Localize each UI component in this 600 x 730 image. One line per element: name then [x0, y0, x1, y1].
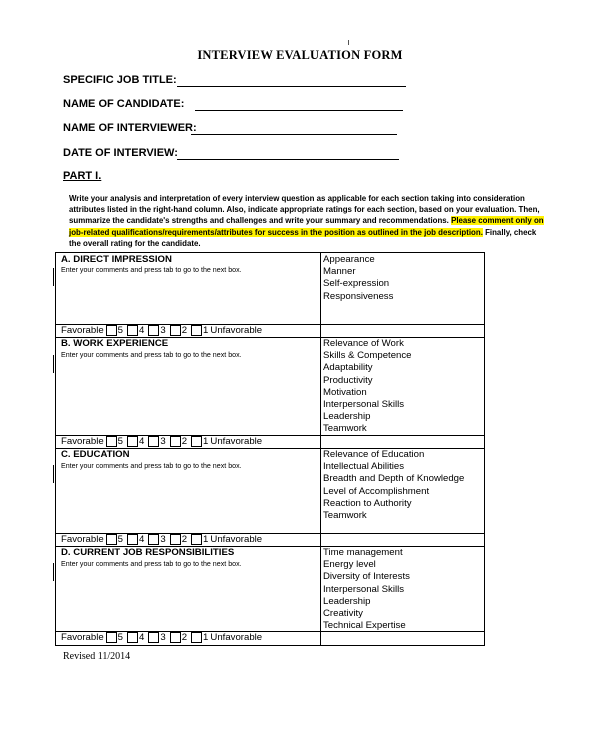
rating-checkbox-3[interactable]: [148, 632, 159, 643]
attribute-item: Motivation: [323, 386, 367, 398]
attribute-item: Breadth and Depth of Knowledge: [323, 473, 465, 485]
interview-date-input-line[interactable]: [177, 159, 399, 160]
rating-value: 1: [203, 534, 209, 545]
interviewer-name-input-line[interactable]: [191, 134, 397, 135]
revision-footer: Revised 11/2014: [63, 651, 131, 662]
unfavorable-label: Unfavorable: [210, 534, 263, 545]
rating-value: 1: [203, 325, 209, 336]
section-b-rating: [61, 436, 262, 447]
section-a-rating: [61, 325, 262, 336]
interviewer-name-field: [63, 122, 197, 134]
rating-checkbox-1[interactable]: [191, 632, 202, 643]
rating-value: 2: [181, 632, 188, 643]
cursor-mark: [348, 40, 349, 45]
attribute-item: Interpersonal Skills: [323, 399, 405, 411]
rating-value: 5: [117, 632, 124, 643]
attribute-item: Teamwork: [323, 423, 367, 435]
rating-value: 5: [117, 325, 124, 336]
rating-checkbox-4[interactable]: [127, 325, 138, 336]
rating-value: 4: [139, 325, 145, 336]
form-title: INTERVIEW EVALUATION FORM: [197, 48, 403, 62]
rating-checkbox-2[interactable]: [170, 632, 181, 643]
margin-mark: [53, 563, 54, 581]
attribute-item: Appearance: [323, 254, 375, 265]
instructions-paragraph: [69, 193, 544, 249]
rating-checkbox-3[interactable]: [148, 534, 159, 545]
rating-value: 1: [203, 632, 209, 643]
favorable-label: Favorable: [61, 436, 104, 447]
margin-mark: [53, 268, 54, 286]
rating-checkbox-5[interactable]: [106, 632, 117, 643]
section-c-attributes: [323, 449, 464, 522]
attribute-item: Level of Accomplishment: [323, 485, 430, 497]
attribute-item: Intellectual Abilities: [323, 461, 405, 473]
section-c-title: C. EDUCATION: [61, 449, 130, 460]
instructions-end: Finally, check the overall rating for the candidate.: [69, 227, 537, 248]
section-a-attributes: [323, 254, 393, 303]
job-title-input-line[interactable]: [177, 86, 406, 87]
rating-value: 2: [181, 325, 188, 336]
attribute-item: Energy level: [323, 559, 376, 571]
rating-value: 2: [181, 436, 188, 447]
job-title-field: [63, 74, 177, 86]
rating-checkbox-4[interactable]: [127, 534, 138, 545]
attribute-item: Responsiveness: [323, 290, 394, 302]
rating-checkbox-1[interactable]: [191, 436, 202, 447]
section-a-title: A. DIRECT IMPRESSION: [61, 254, 172, 265]
section-c-comments[interactable]: Enter your comments and press tab to go to the next box.: [61, 462, 242, 470]
rating-checkbox-5[interactable]: [106, 534, 117, 545]
section-b-attributes: [323, 338, 412, 436]
rating-checkbox-1[interactable]: [191, 325, 202, 336]
rating-value: 4: [139, 534, 145, 545]
attribute-item: Reaction to Authority: [323, 497, 412, 509]
rating-checkbox-3[interactable]: [148, 325, 159, 336]
evaluation-table: [55, 252, 485, 646]
rating-checkbox-4[interactable]: [127, 632, 138, 643]
rating-value: 5: [117, 534, 124, 545]
attribute-item: Leadership: [323, 411, 371, 423]
rating-checkbox-3[interactable]: [148, 436, 159, 447]
candidate-name-field: [63, 98, 184, 110]
attribute-item: Technical Expertise: [323, 620, 406, 632]
attribute-item: Leadership: [323, 595, 371, 607]
interview-date-field: [63, 147, 178, 159]
section-d-rating: [61, 632, 262, 643]
attribute-item: Diversity of Interests: [323, 571, 410, 583]
section-d-comments[interactable]: Enter your comments and press tab to go to the next box.: [61, 560, 242, 568]
interviewer-name-label: NAME OF INTERVIEWER:: [63, 122, 197, 134]
rating-checkbox-1[interactable]: [191, 534, 202, 545]
column-divider: [320, 253, 321, 645]
rating-value: 4: [139, 632, 145, 643]
rating-checkbox-2[interactable]: [170, 325, 181, 336]
rating-value: 3: [160, 325, 166, 336]
section-d-attributes: [323, 547, 410, 632]
instructions-text: Write your analysis and interpretation of every interview question as applicable for each section taking into consideration attributes listed in the right-hand column. Also, indicate appropriate ratings for each section, based on your evaluation. Then, summarize the candidate's strengths and challenges and write your summary and recommendations.: [69, 194, 540, 226]
favorable-label: Favorable: [61, 632, 104, 643]
unfavorable-label: Unfavorable: [210, 325, 263, 336]
rating-value: 3: [160, 436, 166, 447]
rating-checkbox-4[interactable]: [127, 436, 138, 447]
attribute-item: Relevance of Education: [323, 449, 425, 460]
section-a-comments[interactable]: Enter your comments and press tab to go to the next box.: [61, 266, 242, 274]
section-d-title: D. CURRENT JOB RESPONSIBILITIES: [61, 547, 235, 558]
job-title-label: SPECIFIC JOB TITLE:: [63, 74, 177, 86]
rating-checkbox-5[interactable]: [106, 325, 117, 336]
rating-checkbox-2[interactable]: [170, 436, 181, 447]
favorable-label: Favorable: [61, 325, 104, 336]
favorable-label: Favorable: [61, 534, 104, 545]
attribute-item: Relevance of Work: [323, 338, 404, 349]
unfavorable-label: Unfavorable: [210, 436, 263, 447]
rating-value: 3: [160, 534, 166, 545]
attribute-item: Productivity: [323, 374, 373, 386]
section-c-rating: [61, 534, 262, 545]
candidate-name-label: NAME OF CANDIDATE:: [63, 98, 185, 110]
section-b-title: B. WORK EXPERIENCE: [61, 338, 169, 349]
interview-date-label: DATE OF INTERVIEW:: [63, 147, 178, 159]
unfavorable-label: Unfavorable: [210, 632, 263, 643]
rating-value: 5: [117, 436, 124, 447]
attribute-item: Self-expression: [323, 278, 390, 290]
attribute-item: Time management: [323, 547, 403, 558]
rating-checkbox-2[interactable]: [170, 534, 181, 545]
margin-mark: [53, 355, 54, 373]
part-heading: PART I.: [63, 170, 102, 182]
rating-value: 3: [160, 632, 166, 643]
attribute-item: Adaptability: [323, 362, 373, 374]
attribute-item: Teamwork: [323, 510, 367, 522]
candidate-name-input-line[interactable]: [195, 110, 403, 111]
attribute-item: Manner: [323, 266, 356, 278]
attribute-item: Interpersonal Skills: [323, 583, 405, 595]
rating-value: 4: [139, 436, 145, 447]
rating-value: 1: [203, 436, 209, 447]
attribute-item: Creativity: [323, 608, 363, 620]
rating-checkbox-5[interactable]: [106, 436, 117, 447]
margin-mark: [53, 465, 54, 483]
instructions-highlight: Please comment only on job-related qualifications/requirements/attributes for success in the position as outlined in the job description.: [69, 216, 544, 237]
attribute-item: Skills & Competence: [323, 350, 412, 362]
section-b-comments[interactable]: Enter your comments and press tab to go to the next box.: [61, 351, 242, 359]
rating-value: 2: [181, 534, 188, 545]
